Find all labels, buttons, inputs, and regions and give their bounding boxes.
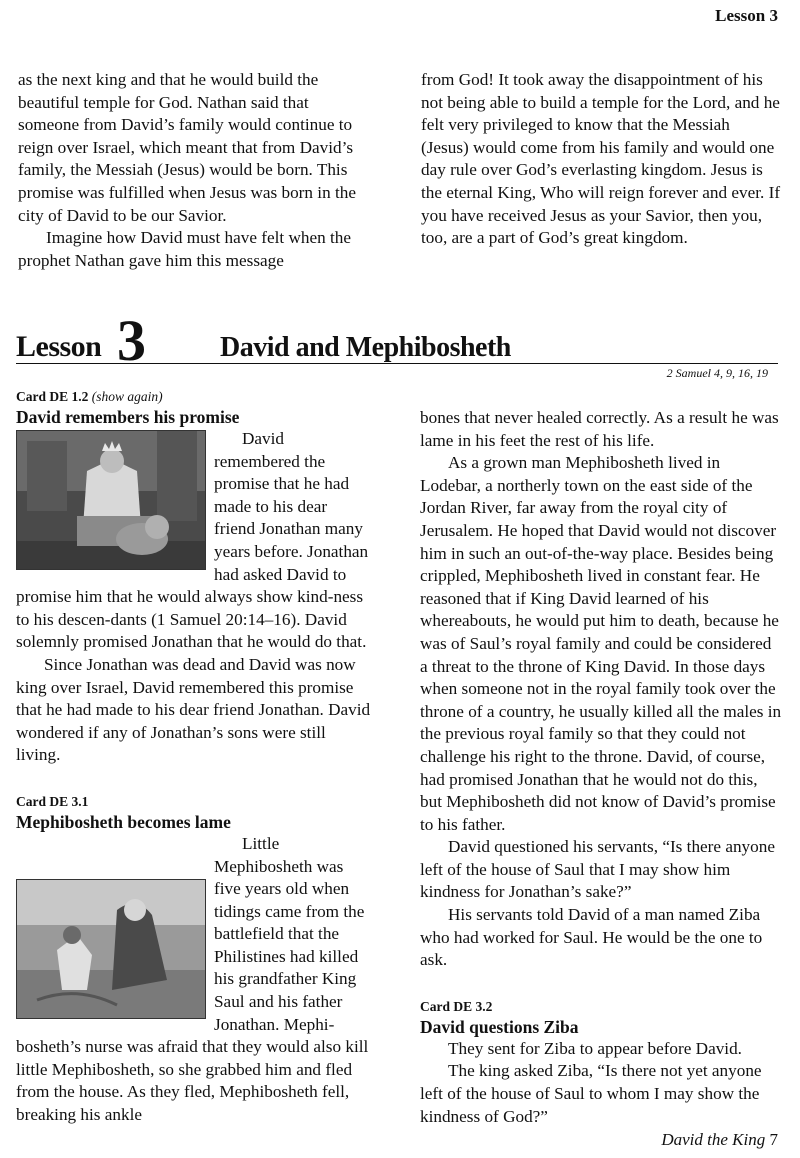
heading-rule (16, 363, 778, 364)
card-note: (show again) (91, 389, 163, 404)
running-header: Lesson 3 (715, 6, 778, 25)
scripture-reference: 2 Samuel 4, 9, 16, 19 (666, 366, 768, 380)
king-on-throne-illustration (16, 430, 206, 570)
top-right-column (421, 69, 781, 250)
top-left-column (18, 69, 364, 272)
paragraph: from God! It took away the disappointment of his not being able to build a temple for the Lord, and he felt very privileged to know that the Messiah (Jesus) would come from his family and would one day rule over God’s everlasting kingdom. Jesus is the eternal King, Who will reign forever and ever. If you have received Jesus as your Savior, then you, too, are a part of God’s great kingdom. (421, 70, 781, 248)
paragraph: Little Mephibosheth was five years old when tidings came from the battlefield that the Philistines had killed his grandfather King Saul and his father Jonathan. Mephi-bosheth’s nurse was afraid that they would also kill little Mephibosheth, so she grabbed him and fled from the house. As they fled, Mephibosheth fell, breaking his ankle (16, 833, 369, 1125)
paragraph: Imagine how David must have felt when the prophet Nathan gave him this message (18, 228, 351, 270)
section-title: David remembers his promise (16, 407, 240, 427)
paragraph: The king asked Ziba, “Is there not yet anyone left of the house of Saul to whom I may show the kindness of God?” (420, 1061, 762, 1126)
paragraph: as the next king and that he would build the beautiful temple for God. Nathan said that someone from David’s family would continue to reign over Israel, which meant that from David’s family, the Messiah (Jesus) would be born. This promise was fulfilled when Jesus was born in the city of David to be our Savior. (18, 70, 356, 225)
card-label (16, 388, 372, 406)
section-title: Mephibosheth becomes lame (16, 811, 231, 832)
lesson-word: Lesson (16, 330, 102, 363)
nurse-and-child-illustration (16, 879, 206, 1019)
paragraph: Since Jonathan was dead and David was now king over Israel, David remembered this promise that he had made to his dear friend Jonathan. David wondered if any of Jonathan’s sons were still living. (16, 654, 371, 765)
card-label: Card DE 3.2 (420, 998, 493, 1014)
page-number: 7 (769, 1130, 778, 1149)
page-footer (661, 1130, 778, 1150)
lesson-title: David and Mephibosheth (220, 332, 511, 363)
section-title: David questions Ziba (420, 1016, 579, 1037)
lesson-number: 3 (117, 308, 146, 373)
card-number: Card DE 1.2 (16, 389, 89, 404)
paragraph: bones that never healed correctly. As a result he was lame in his feet the rest of his life. (420, 408, 779, 450)
book-title: David the King (661, 1130, 766, 1149)
right-column (420, 407, 782, 1128)
paragraph: David remembered the promise that he had made to his dear friend Jonathan many years before. Jonathan had asked David to promise him that he would always show kind-ness to his descen-dants (1 Samuel 20:14–16). David solemnly promised Jonathan that he would do that. (16, 429, 369, 652)
left-column (16, 388, 372, 1127)
paragraph: David questioned his servants, “Is there anyone left of the house of Saul that I may show him kindness for Jonathan’s sake?” (420, 837, 775, 902)
card-label: Card DE 3.1 (16, 793, 89, 809)
paragraph: They sent for Ziba to appear before David. (448, 1038, 742, 1058)
paragraph: His servants told David of a man named Ziba who had worked for Saul. He would be the one to ask. (420, 905, 763, 970)
paragraph: As a grown man Mephibosheth lived in Lodebar, a northerly town on the east side of the Jordan River, far away from the royal city of Jerusalem. He hoped that David would not discover him in such an out-of-the-way place. Besides being crippled, Mephibosheth lived in constant fear. He reasoned that if King David learned of his whereabouts, he would put him to death, because he was of Saul’s royal family and could be considered a threat to the throne of King David. In those days when someone not in the royal family took over the throne of a country, he usually killed all the males in the previous royal family so that they could not challenge his right to the throne. David, of course, had promised Jonathan that he would not do this, but Mephibosheth did not know of David’s promise to his father. (420, 453, 782, 834)
